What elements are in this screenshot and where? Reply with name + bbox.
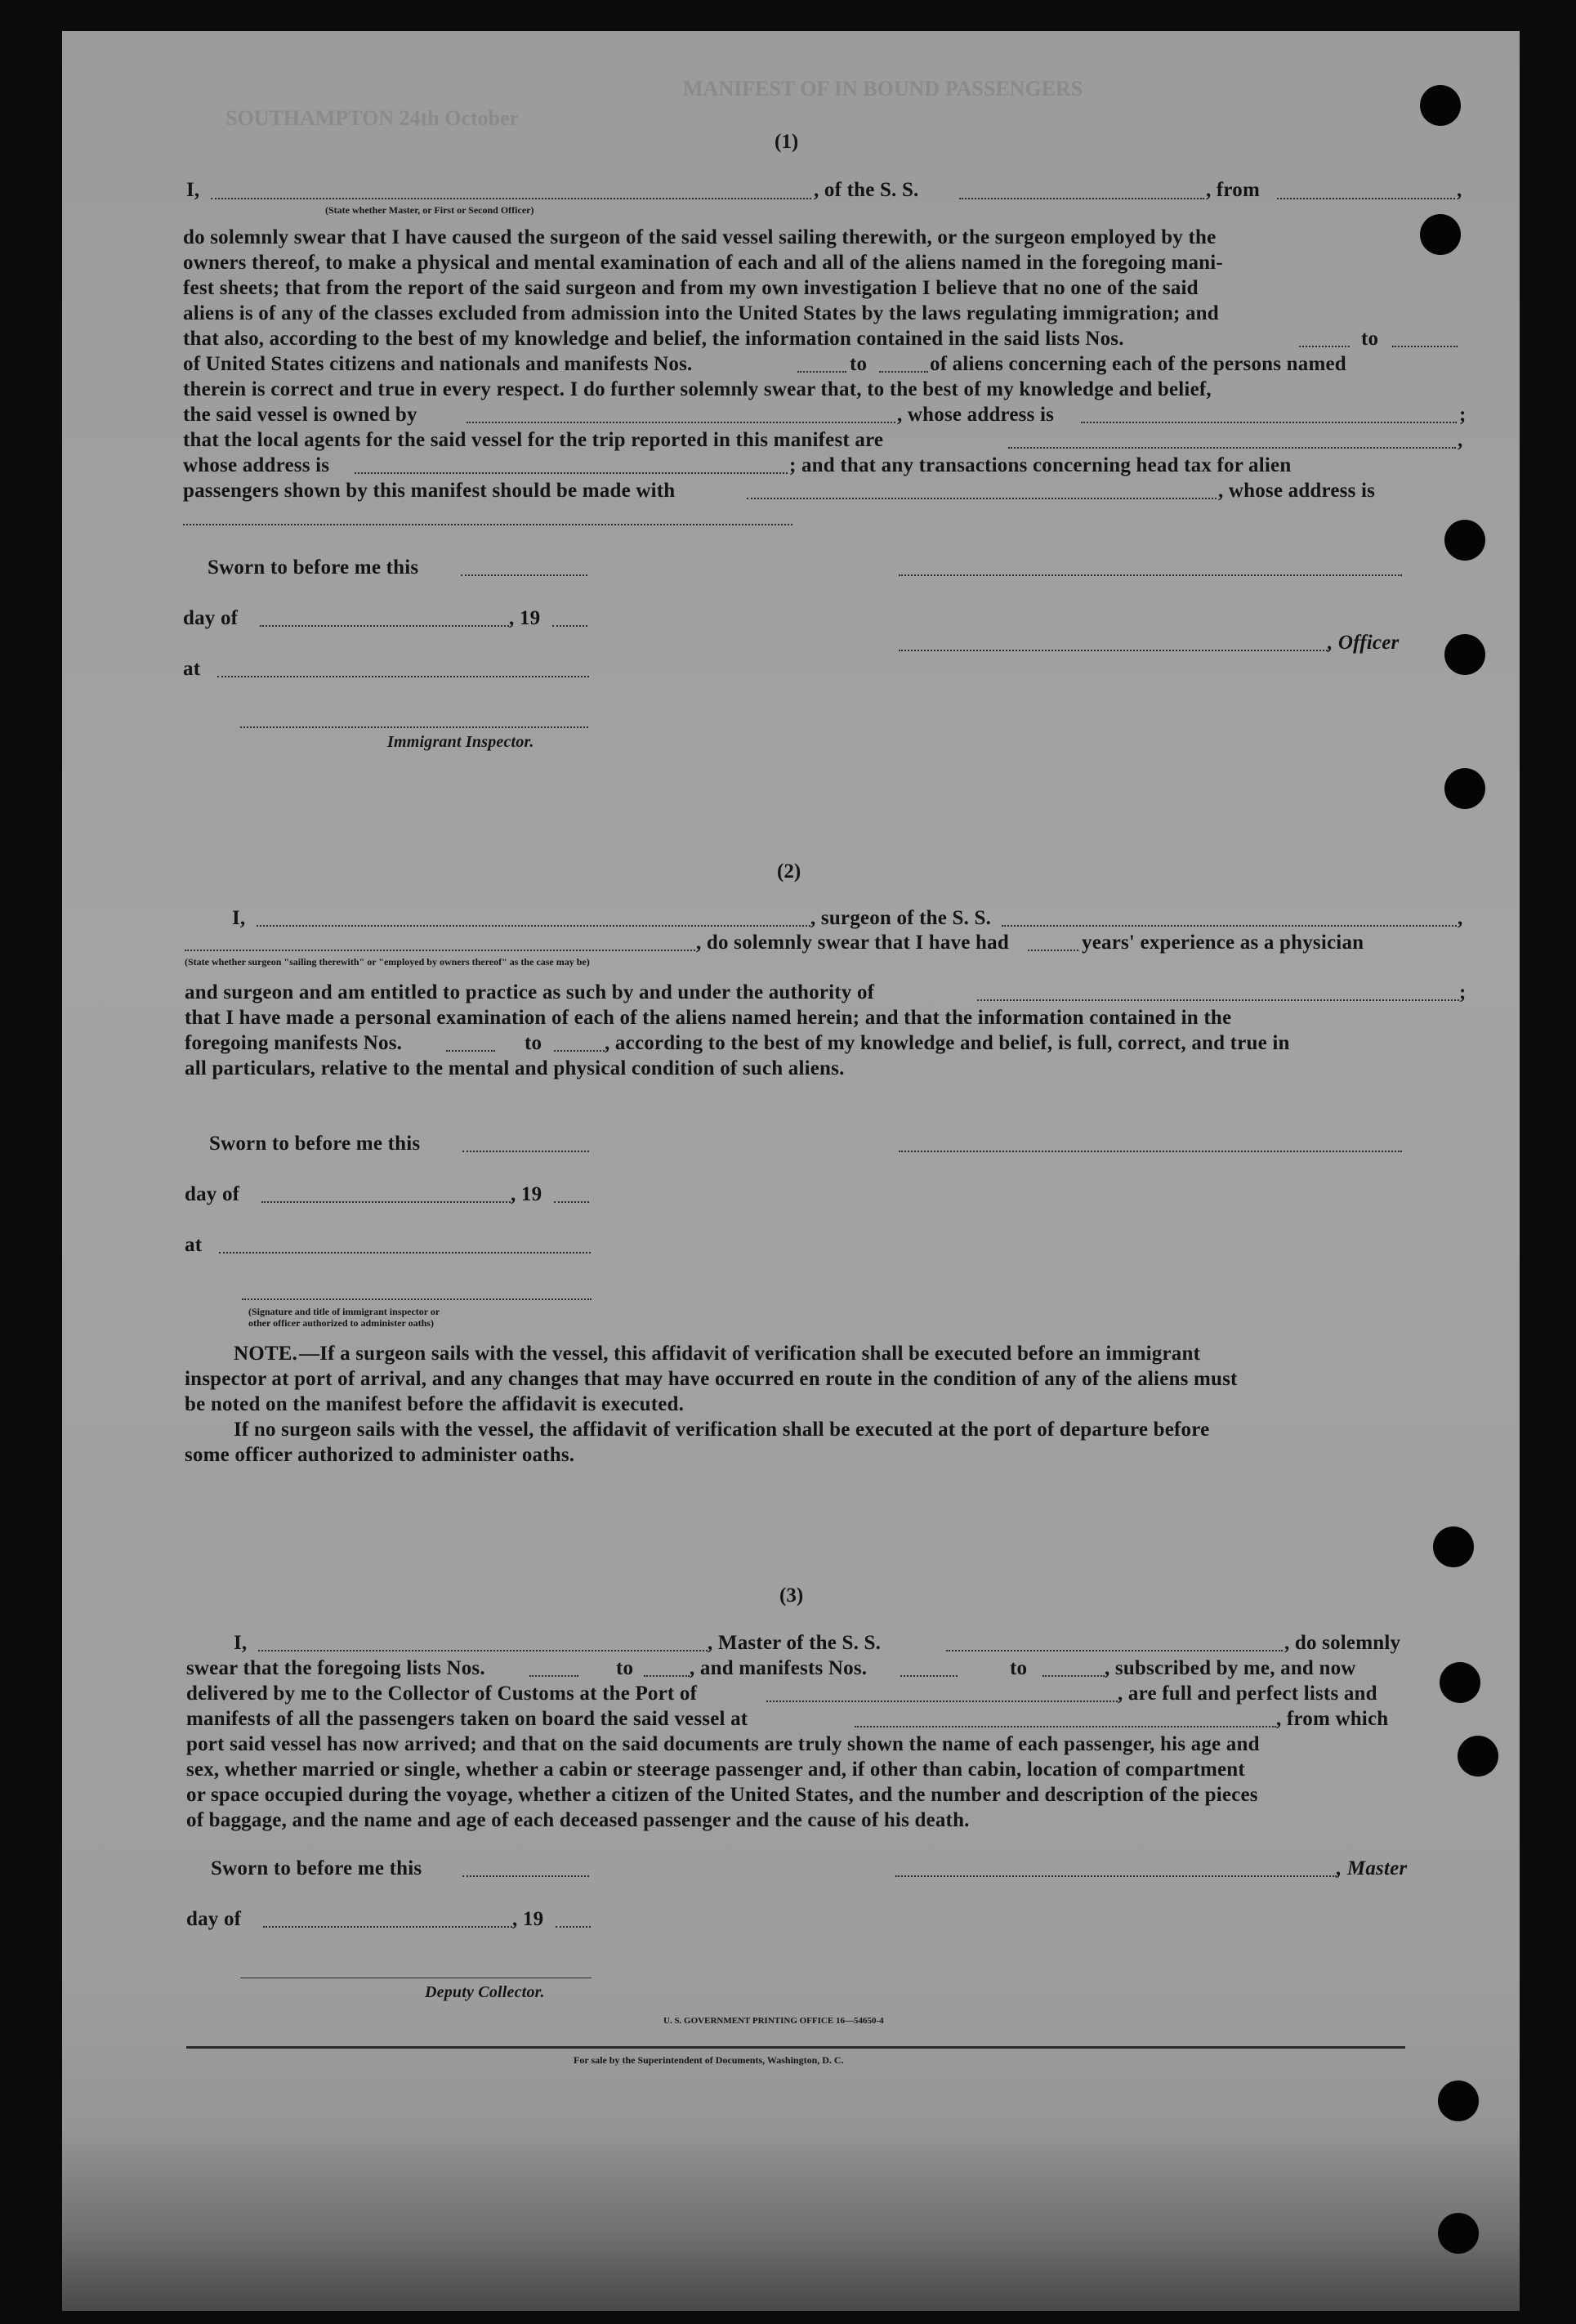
s1-agents-comma: , [1458, 429, 1463, 451]
s2-sig-note-2: other officer authorized to administer oaths) [248, 1317, 434, 1329]
s2-nineteen: , 19 [511, 1183, 542, 1205]
s3-subscribed: , subscribed by me, and now [1105, 1657, 1356, 1679]
faint-header-line2: SOUTHAMPTON 24th October [225, 106, 520, 130]
s3-year-field[interactable] [556, 1926, 591, 1928]
s1-body-line-1: owners thereof, to make a physical and mental examination of each and all of the aliens named in the foregoing mani- [183, 252, 1223, 274]
s1-citizens-a: of United States citizens and nationals and manifests Nos. [183, 353, 693, 375]
s2-vessel-field[interactable] [1002, 925, 1457, 927]
s1-manifest-from-field[interactable] [797, 371, 846, 373]
s1-from-label: , from [1206, 179, 1260, 201]
s2-sailing-field[interactable] [185, 950, 695, 951]
s1-day-field[interactable] [260, 625, 509, 627]
s2-surgeon-name-field[interactable] [257, 925, 810, 927]
s3-to-2: to [1010, 1657, 1028, 1679]
s1-lists-from-field[interactable] [1299, 346, 1350, 347]
s3-nineteen: , 19 [512, 1908, 544, 1930]
s1-to-1: to [1361, 328, 1379, 350]
s1-whose-address-3: , whose address is [1218, 480, 1376, 502]
s2-years-field[interactable] [1028, 950, 1078, 951]
s1-inspector-signature[interactable] [240, 726, 588, 728]
s3-master-name-field[interactable] [258, 1650, 708, 1651]
s2-sig-note-1: (Signature and title of immigrant inspector or [248, 1306, 440, 1317]
s1-head-tax-address-field[interactable] [183, 524, 792, 525]
s2-inspector-signature[interactable] [242, 1298, 592, 1300]
s1-semicolon: ; [1459, 404, 1467, 426]
s3-body-line-3: or space occupied during the voyage, whether a citizen of the United States, and the number and description of the pieces [186, 1784, 1258, 1806]
s1-intro-line: do solemnly swear that I have caused the surgeon of the said vessel sailing therewith, or the surgeon employed by the [183, 226, 1217, 248]
s1-at-field[interactable] [217, 676, 589, 677]
section-3-number: (3) [779, 1584, 804, 1607]
s2-solemnly: , do solemnly swear that I have had [696, 932, 1009, 954]
s2-note-line-2: inspector at port of arrival, and any changes that may have occurred en route in the condition of any of the aliens must [185, 1368, 1238, 1390]
form-sheet [62, 31, 1520, 2311]
s1-comma: , [1457, 179, 1462, 201]
s1-signature-line[interactable] [899, 574, 1402, 576]
s3-manifests-from-field[interactable] [900, 1675, 958, 1677]
s3-deputy-label: Deputy Collector. [425, 1983, 545, 2001]
printing-office-line: U. S. GOVERNMENT PRINTING OFFICE 16—54650-4 [663, 2016, 884, 2026]
binder-hole [1420, 85, 1461, 126]
s3-manifests-to-field[interactable] [1042, 1675, 1105, 1677]
s1-nineteen: , 19 [509, 607, 541, 629]
s2-year-field[interactable] [554, 1201, 589, 1203]
s2-manifest-from-field[interactable] [446, 1050, 495, 1052]
s2-according: , according to the best of my knowledge and belief, is full, correct, and true in [605, 1032, 1290, 1054]
s1-owner-address-field[interactable] [1081, 422, 1457, 423]
s1-whose-address: , whose address is [897, 404, 1055, 426]
s3-delivered: delivered by me to the Collector of Customs at the Port of [186, 1683, 698, 1705]
s3-lists-to-field[interactable] [644, 1675, 690, 1677]
s1-head-tax: ; and that any transactions concerning head tax for alien [789, 454, 1292, 476]
s2-authority: and surgeon and am entitled to practice as such by and under the authority of [185, 981, 875, 1003]
s3-vessel-field[interactable] [946, 1650, 1283, 1651]
s2-semicolon: ; [1459, 981, 1467, 1003]
s3-swear-lists: swear that the foregoing lists Nos. [186, 1657, 485, 1679]
s3-boarding-port-field[interactable] [855, 1726, 1276, 1727]
s1-owner-field[interactable] [467, 422, 895, 423]
s3-day-field[interactable] [263, 1926, 512, 1928]
s1-passengers-shown: passengers shown by this manifest should be made with [183, 480, 676, 502]
s1-to-2: to [850, 353, 868, 375]
s1-officer-note: (State whether Master, or First or Second Officer) [325, 204, 534, 216]
s1-vessel-field[interactable] [959, 198, 1204, 199]
s3-master-label: , Master [1337, 1857, 1408, 1879]
s1-year-field[interactable] [552, 625, 587, 627]
s1-manifest-to-field[interactable] [879, 371, 928, 373]
s2-comma: , [1458, 907, 1463, 929]
s2-day-field[interactable] [261, 1201, 511, 1203]
s2-at-field[interactable] [219, 1252, 591, 1254]
s1-of-ss-label: , of the S. S. [814, 179, 919, 201]
s3-port-field[interactable] [766, 1701, 1118, 1702]
s1-inspector-label: Immigrant Inspector. [387, 733, 534, 751]
s1-sworn: Sworn to before me this [208, 556, 419, 579]
binder-hole [1458, 1736, 1498, 1777]
s1-officer-name-field[interactable] [211, 198, 811, 199]
s1-officer-label: , Officer [1328, 632, 1400, 654]
s2-surgeon-note: (State whether surgeon "sailing therewith" or "employed by owners thereof" as the case may be) [185, 956, 590, 968]
s1-agents-field[interactable] [1008, 447, 1456, 449]
s3-master-of: , Master of the S. S. [708, 1632, 882, 1654]
s2-note-label: NOTE. [234, 1343, 298, 1365]
s2-note2-line-2: some officer authorized to administer oaths. [185, 1444, 575, 1466]
s1-citizens-b: of aliens concerning each of the persons named [930, 353, 1346, 375]
s2-i-prefix: I, [232, 907, 246, 929]
s3-body-line-4: of baggage, and the name and age of each deceased passenger and the cause of his death. [186, 1809, 970, 1831]
s2-particulars: all particulars, relative to the mental and physical condition of such aliens. [185, 1057, 845, 1079]
s2-day-of: day of [185, 1183, 240, 1205]
s2-signature-line[interactable] [899, 1151, 1402, 1152]
s3-manifests-all: manifests of all the passengers taken on board the said vessel at [186, 1708, 748, 1730]
binder-hole [1444, 768, 1485, 809]
section-2-number: (2) [777, 860, 801, 883]
s1-local-agents: that the local agents for the said vessel for the trip reported in this manifest are [183, 429, 884, 451]
s1-lists-to-field[interactable] [1392, 346, 1458, 347]
s2-foregoing: foregoing manifests Nos. [185, 1032, 403, 1054]
s3-from-which: , from which [1276, 1708, 1389, 1730]
binder-hole [1438, 2213, 1479, 2254]
binder-hole [1444, 634, 1485, 675]
s1-body-line-4: that also, according to the best of my knowledge and belief, the information contained in the said lists Nos. [183, 328, 1124, 350]
s3-day-of: day of [186, 1908, 242, 1930]
s3-full-lists: , are full and perfect lists and [1118, 1683, 1377, 1705]
for-sale-line: For sale by the Superintendent of Documents, Washington, D. C. [574, 2054, 844, 2066]
s1-head-tax-agent-field[interactable] [747, 498, 1217, 499]
bottom-smudge [62, 2131, 1520, 2311]
s2-to: to [525, 1032, 542, 1054]
s1-body-line-3: aliens is of any of the classes excluded from admission into the United States by the laws regulating immigration; and [183, 302, 1219, 324]
s3-sworn-field[interactable] [462, 1875, 589, 1877]
s1-from-field[interactable] [1277, 198, 1455, 199]
s1-i-prefix: I, [186, 179, 200, 201]
s2-note-line-3: be noted on the manifest before the affidavit is executed. [185, 1393, 685, 1415]
s1-sworn-field[interactable] [461, 574, 587, 576]
s3-do-solemnly: , do solemnly [1284, 1632, 1401, 1654]
s1-at: at [183, 658, 201, 680]
s3-lists-from-field[interactable] [529, 1675, 578, 1677]
s3-i-prefix: I, [234, 1632, 248, 1654]
s3-master-signature[interactable] [895, 1875, 1337, 1877]
s3-body-line-1: port said vessel has now arrived; and that on the said documents are truly shown the name of each passenger, his age and [186, 1733, 1260, 1755]
s3-body-line-2: sex, whether married or single, whether a cabin or steerage passenger and, if other than cabin, location of compartment [186, 1759, 1245, 1781]
s1-officer-field[interactable] [899, 650, 1328, 651]
s2-sworn: Sworn to before me this [209, 1133, 421, 1155]
s1-day-of: day of [183, 607, 239, 629]
faint-header-line1: MANIFEST OF IN BOUND PASSENGERS [683, 77, 1083, 101]
section-1-number: (1) [775, 131, 799, 153]
s2-years: years' experience as a physician [1082, 932, 1364, 954]
binder-hole [1433, 1526, 1474, 1567]
binder-hole [1444, 520, 1485, 561]
s2-note2-line-1: If no surgeon sails with the vessel, the affidavit of verification shall be executed at the port of departure before [234, 1419, 1210, 1441]
s2-sworn-field[interactable] [462, 1151, 589, 1152]
s2-manifest-to-field[interactable] [554, 1050, 605, 1052]
s3-sworn: Sworn to before me this [211, 1857, 422, 1879]
s2-at: at [185, 1234, 203, 1256]
s3-and-manifests: , and manifests Nos. [690, 1657, 868, 1679]
s2-authority-field[interactable] [977, 999, 1459, 1001]
s2-note-line-1: —If a surgeon sails with the vessel, this affidavit of verification shall be executed before an immigrant [299, 1343, 1201, 1365]
footer-rule [186, 2046, 1405, 2049]
s1-owned-by: the said vessel is owned by [183, 404, 417, 426]
binder-hole [1420, 214, 1461, 255]
s1-correct-line: therein is correct and true in every respect. I do further solemnly swear that, to the best of my knowledge and belief, [183, 378, 1212, 400]
s1-agent-address-field[interactable] [355, 472, 788, 474]
s2-surgeon-of: , surgeon of the S. S. [810, 907, 992, 929]
s3-to-1: to [616, 1657, 634, 1679]
s1-whose-address-2: whose address is [183, 454, 330, 476]
binder-hole [1440, 1662, 1480, 1703]
s1-body-line-2: fest sheets; that from the report of the said surgeon and from my own investigation I believe that no one of the said [183, 277, 1199, 299]
s2-exam-line: that I have made a personal examination of each of the aliens named herein; and that the information contained in the [185, 1007, 1232, 1029]
binder-hole [1438, 2080, 1479, 2121]
